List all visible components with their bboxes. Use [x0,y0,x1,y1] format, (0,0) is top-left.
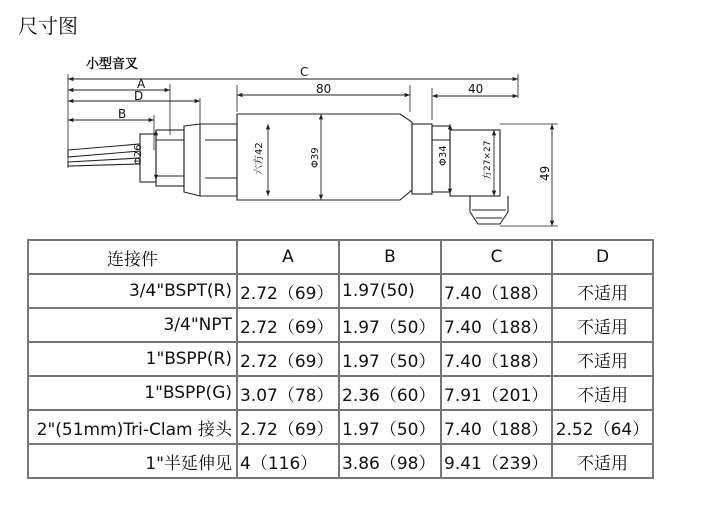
table-row [28,410,653,444]
dim-label-49: 49 [538,165,552,181]
cell-b: 3.86（98） [339,444,441,478]
cell-a: 2.72（69） [237,410,339,444]
table-row [28,342,653,376]
cell-c: 7.40（188） [441,410,552,444]
dim-label-b: B [118,107,127,121]
table-row [28,376,653,410]
cell-b: 1.97（50） [339,410,441,444]
drawing-subtitle: 小型音叉 [86,57,139,72]
cell-c: 7.40（188） [441,274,552,308]
cell-b: 2.36（60） [339,376,441,410]
cell-connector: 3/4"BSPT(R) [28,274,237,308]
header-d: D [552,240,653,274]
cell-b: 1.97（50） [339,308,441,342]
header-a: A [237,240,339,274]
cell-b: 1.97（50） [339,342,441,376]
dim-label-dia26: Φ26 [133,144,144,165]
cell-d: 不适用 [552,308,653,342]
cell-connector: 1"BSPP(G) [28,376,237,410]
cell-d: 2.52（64） [552,410,653,444]
sensor-outline [68,114,508,224]
cell-c: 7.91（201） [441,376,552,410]
spec-table [27,239,654,479]
cell-a: 2.72（69） [237,308,339,342]
dim-label-dia34: Φ34 [438,145,449,166]
cell-d: 不适用 [552,342,653,376]
cell-a: 4（116） [237,444,339,478]
dim-label-d: D [134,89,144,103]
cell-d: 不适用 [552,274,653,308]
cell-c: 9.41（239） [441,444,552,478]
cell-d: 不适用 [552,376,653,410]
cell-connector: 2"(51mm)Tri-Clam 接头 [28,410,237,444]
table-row [28,274,653,308]
cell-c: 7.40（188） [441,308,552,342]
page-title: 尺寸图 [18,14,78,38]
header-b: B [339,240,441,274]
table-row [28,308,653,342]
dim-label-40: 40 [468,82,484,96]
dim-label-80: 80 [316,82,332,96]
dim-label-dia39: Φ39 [310,147,321,168]
header-c: C [441,240,552,274]
table-row [28,444,653,478]
table-header-row [28,240,653,274]
dim-label-hex27: 方27×27 [483,140,493,180]
dim-label-hex42: 六方42 [254,142,265,175]
cell-d: 不适用 [552,444,653,478]
cell-connector: 3/4"NPT [28,308,237,342]
cell-a: 3.07（78） [237,376,339,410]
header-connector: 连接件 [28,240,237,274]
cell-c: 7.40（188） [441,342,552,376]
cell-a: 2.72（69） [237,274,339,308]
dim-label-c: C [300,65,309,79]
dim-label-a: A [137,77,146,91]
cell-connector: 1"半延伸见 [28,444,237,478]
cell-b: 1.97(50) [339,274,441,308]
dimension-drawing [0,48,706,238]
cell-connector: 1"BSPP(R) [28,342,237,376]
cell-a: 2.72（69） [237,342,339,376]
